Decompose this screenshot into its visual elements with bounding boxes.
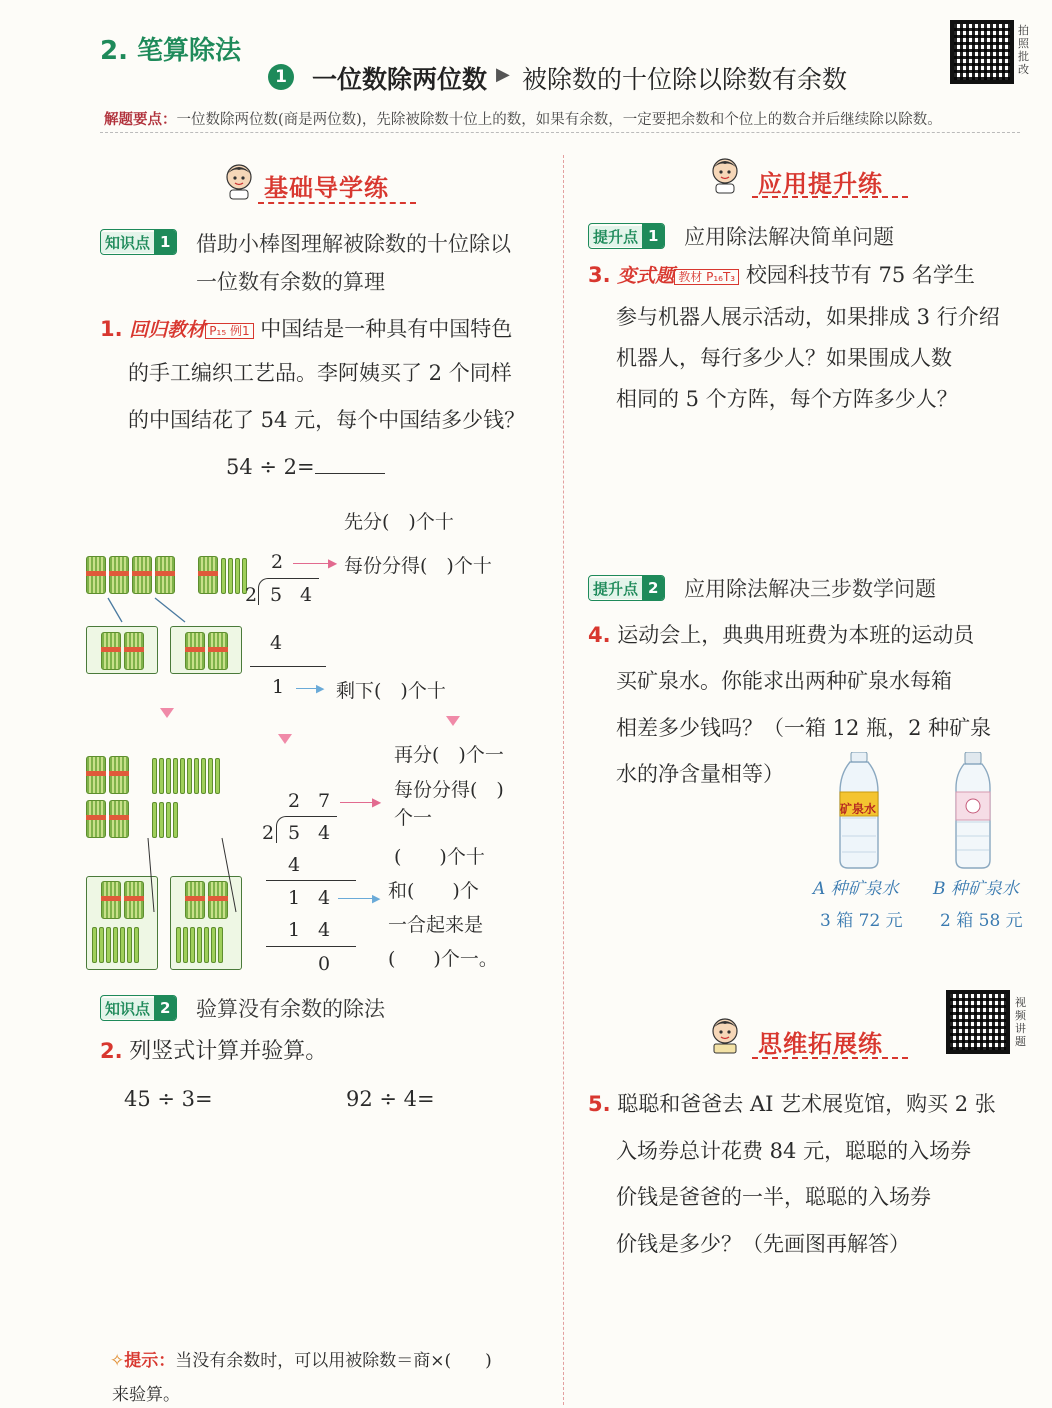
question-number: 5. [588,1092,611,1116]
q4-line3: 相差多少钱吗？（一箱 12 瓶，2 种矿泉 [616,716,992,740]
subtraction-line [266,946,356,947]
d2-mid-ones: 4 [318,887,331,909]
single-stick [228,558,233,594]
knowledge-point-2 [100,995,177,1021]
lesson-title: 一位数除两位数 [312,65,488,94]
q5-line2: 入场券总计花费 84 元，聪聪的入场券 [616,1139,972,1163]
single-stick [173,758,178,794]
arrowhead-icon: ▶ [372,892,381,905]
q1-line2: 的手工编织工艺品。李阿姨买了 2 个同样 [128,361,512,385]
bundles-row-2 [86,756,222,798]
improvement-point-1 [588,223,665,249]
question-4 [588,612,974,658]
textbook-ref-chip: 教材 P₁₆T₃ [674,269,739,285]
single-stick [92,927,97,963]
single-stick [190,927,195,963]
stick-bundle [198,556,218,594]
d2-quotient-ones: 7 [318,790,331,812]
section-banner-applied: 应用提升练 [758,170,883,198]
kp-tag-number: 2 [642,576,664,600]
single-stick [176,927,181,963]
badge-textbook: 回归教材 [129,319,206,341]
label-ones-blank: ( )个一。 [388,948,498,970]
d2-quotient-tens: 2 [288,790,301,812]
stick-bundle [208,632,228,670]
section-banner-basic: 基础导学练 [264,174,389,202]
q3-line3: 机器人，每行多少人？如果围成人数 [616,346,952,370]
single-stick [134,927,139,963]
stick-bundle [86,756,106,794]
single-stick [166,758,171,794]
question-number: 2. [100,1039,123,1063]
question-number: 1. [100,317,123,341]
single-stick [187,758,192,794]
stick-bundle [124,632,144,670]
single-stick [99,927,104,963]
single-stick [221,558,226,594]
q4-line4: 水的净含量相等） [616,762,784,786]
single-stick [180,758,185,794]
student-avatar-icon [708,1016,742,1054]
kp2-text: 验算没有余数的除法 [196,997,385,1021]
hint-line2: 来验算。 [112,1385,180,1405]
single-stick [159,758,164,794]
group-box-2 [170,626,242,674]
textbook-ref-chip: P₁₅ 例1 [205,323,253,339]
improvement-point-2 [588,575,665,601]
stick-bundle [132,556,152,594]
label-each-gets: 每份分得( ) [394,779,504,801]
down-arrow-icon [278,734,292,744]
down-arrow-icon [446,716,460,726]
student-avatar-icon [222,162,256,200]
question-1 [100,306,512,354]
d1-dividend-tens: 5 [270,584,283,606]
d2-subtract-2-tens: 1 [288,919,301,941]
single-stick [201,758,206,794]
arrowhead-icon: ▶ [372,795,382,809]
kp-tag-label: 提升点 [589,578,642,599]
single-stick [194,758,199,794]
label-each-gets-ones: 个一 [394,807,433,829]
answer-blank[interactable] [315,453,385,474]
qr-code-icon[interactable] [950,20,1014,84]
hint-label: 提示： [124,1351,176,1371]
question-3 [588,252,975,300]
arrow-right-icon [340,802,376,803]
single-stick [159,802,164,838]
d1-quotient: 2 [271,551,284,573]
q5-line3: 价钱是爸爸的一半，聪聪的入场券 [616,1185,931,1209]
water-bottle-b-icon [950,752,996,870]
q1-line1: 中国结是一种具有中国特色 [260,317,513,341]
label-combined: 一合起来是 [388,914,484,936]
d2-subtract-1: 4 [288,854,301,876]
q4-line2: 买矿泉水。你能求出两种矿泉水每箱 [616,669,952,693]
single-stick [215,758,220,794]
stick-bundle [86,800,106,838]
stick-bundle [109,756,129,794]
question-5 [588,1081,996,1127]
single-stick [152,802,157,838]
arrowhead-icon: ▶ [316,682,325,695]
stick-bundle [86,556,106,594]
qr-label-video: 视频讲题 [1015,996,1026,1048]
lesson-subtitle: 被除数的十位除以除数有余数 [522,65,848,94]
single-stick [204,927,209,963]
divider [100,132,1020,133]
triangle-right-icon: ▶ [496,64,510,85]
single-stick [218,927,223,963]
solution-tip-text: 一位数除两位数(商是两位数)，先除被除数十位上的数，如果有余数，一定要把余数和个位上的数合并后继续除以除数。 [176,112,942,128]
d2-dividend-ones: 4 [318,822,331,844]
stick-bundle [101,632,121,670]
distribution-arrows [140,836,250,916]
single-stick [113,927,118,963]
bottle-a-price: 3 箱 72 元 [820,911,903,931]
hint-sparkle-icon: ✧ [110,1351,125,1371]
single-stick [106,927,111,963]
single-stick [152,758,157,794]
d2-subtract-2-ones: 4 [318,919,331,941]
subtraction-line [266,880,356,881]
stick-bundle [109,800,129,838]
label-divide-again: 再分( )个一 [394,744,504,766]
arrow-right-icon [296,688,318,689]
solution-tip [104,108,942,129]
single-stick [173,802,178,838]
column-divider [563,155,564,1405]
ip2-text: 应用除法解决三步数学问题 [684,577,936,601]
q3-line2: 参与机器人展示活动，如果排成 3 行介绍 [616,305,1000,329]
qr-label-grading: 拍照批改 [1018,24,1029,76]
q2-text: 列竖式计算并验算。 [129,1039,328,1064]
stick-bundle [101,881,121,919]
arrowhead-icon: ▶ [328,556,338,570]
single-stick [235,558,240,594]
calc-92-div-4[interactable]: 92 ÷ 4= [346,1087,435,1111]
subtraction-line [250,666,326,667]
calc-45-div-3[interactable]: 45 ÷ 3= [124,1087,213,1111]
stick-bundle [185,632,205,670]
single-stick [166,802,171,838]
kp-tag-label: 知识点 [101,998,154,1019]
d2-dividend-tens: 5 [288,822,301,844]
label-and-blank: 和( )个 [388,880,479,902]
question-number: 3. [588,263,611,287]
hint-line1: 当没有余数时，可以用被除数＝商×( ) [175,1351,492,1371]
kp1-text-line2: 一位数有余数的算理 [196,270,385,294]
question-number: 4. [588,623,611,647]
kp-tag-number: 1 [154,230,176,254]
bottle-b-name: B 种矿泉水 [933,879,1019,899]
q4-line1: 运动会上，典典用班费为本班的运动员 [617,623,975,647]
stick-bundle [155,556,175,594]
distribution-arrows [100,596,200,626]
lesson-number-badge: 1 [268,64,294,90]
label-each-gets-tens: 每份分得( )个十 [344,555,492,577]
label-first-divide: 先分( )个十 [344,511,454,533]
q3-line1: 校园科技节有 75 名学生 [745,263,975,287]
single-stick [120,927,125,963]
kp-tag-label: 提升点 [589,226,642,247]
single-stick [211,927,216,963]
single-stick [183,927,188,963]
section-title: 2. 笔算除法 [100,36,242,66]
q3-line4: 相同的 5 个方阵，每个方阵多少人？ [616,387,958,411]
d2-divisor: 2 [262,822,275,844]
arrow-right-icon [293,563,331,564]
bottle-b-price: 2 箱 58 元 [940,911,1023,931]
bundles-top [86,556,249,598]
bottle-a-label: 矿泉水 [840,802,877,816]
badge-variant: 变式题 [617,265,675,287]
d1-divisor: 2 [245,584,258,606]
d2-mid-tens: 1 [288,887,301,909]
qr-code-video-icon[interactable] [946,990,1010,1054]
banner-underline [752,1057,908,1059]
kp-tag-number: 1 [642,224,664,248]
kp1-text-line1: 借助小棒图理解被除数的十位除以 [196,232,511,256]
d2-remainder: 0 [318,953,331,975]
kp-tag-number: 2 [154,996,176,1020]
group-box-1 [86,626,158,674]
ip1-text: 应用除法解决简单问题 [684,225,894,249]
question-2 [100,1028,327,1075]
knowledge-point-1 [100,229,177,255]
hint [110,1346,492,1371]
d1-dividend-ones: 4 [300,584,313,606]
banner-underline [258,202,416,204]
d1-remainder: 1 [272,676,285,698]
equation-text: 54 ÷ 2= [226,455,315,479]
student-avatar-icon [708,156,742,194]
q1-line3: 的中国结花了 54 元，每个中国结多少钱？ [128,408,526,432]
q5-line4: 价钱是多少？（先画图再解答） [616,1232,910,1256]
banner-underline [752,196,908,198]
kp-tag-label: 知识点 [101,232,154,253]
q1-equation [226,444,385,490]
single-stick [127,927,132,963]
arrow-right-icon [338,898,374,899]
down-arrow-icon [160,708,174,718]
label-tens-blank: ( )个十 [394,846,485,868]
stick-bundle [109,556,129,594]
bottle-a-name: A 种矿泉水 [813,879,899,899]
single-stick [197,927,202,963]
section-banner-thinking: 思维拓展练 [758,1030,883,1058]
label-remaining-tens: 剩下( )个十 [336,680,446,702]
d1-subtract: 4 [270,632,283,654]
single-stick [208,758,213,794]
q5-line1: 聪聪和爸爸去 AI 艺术展览馆，购买 2 张 [617,1092,996,1116]
solution-tip-label: 解题要点： [104,112,177,128]
